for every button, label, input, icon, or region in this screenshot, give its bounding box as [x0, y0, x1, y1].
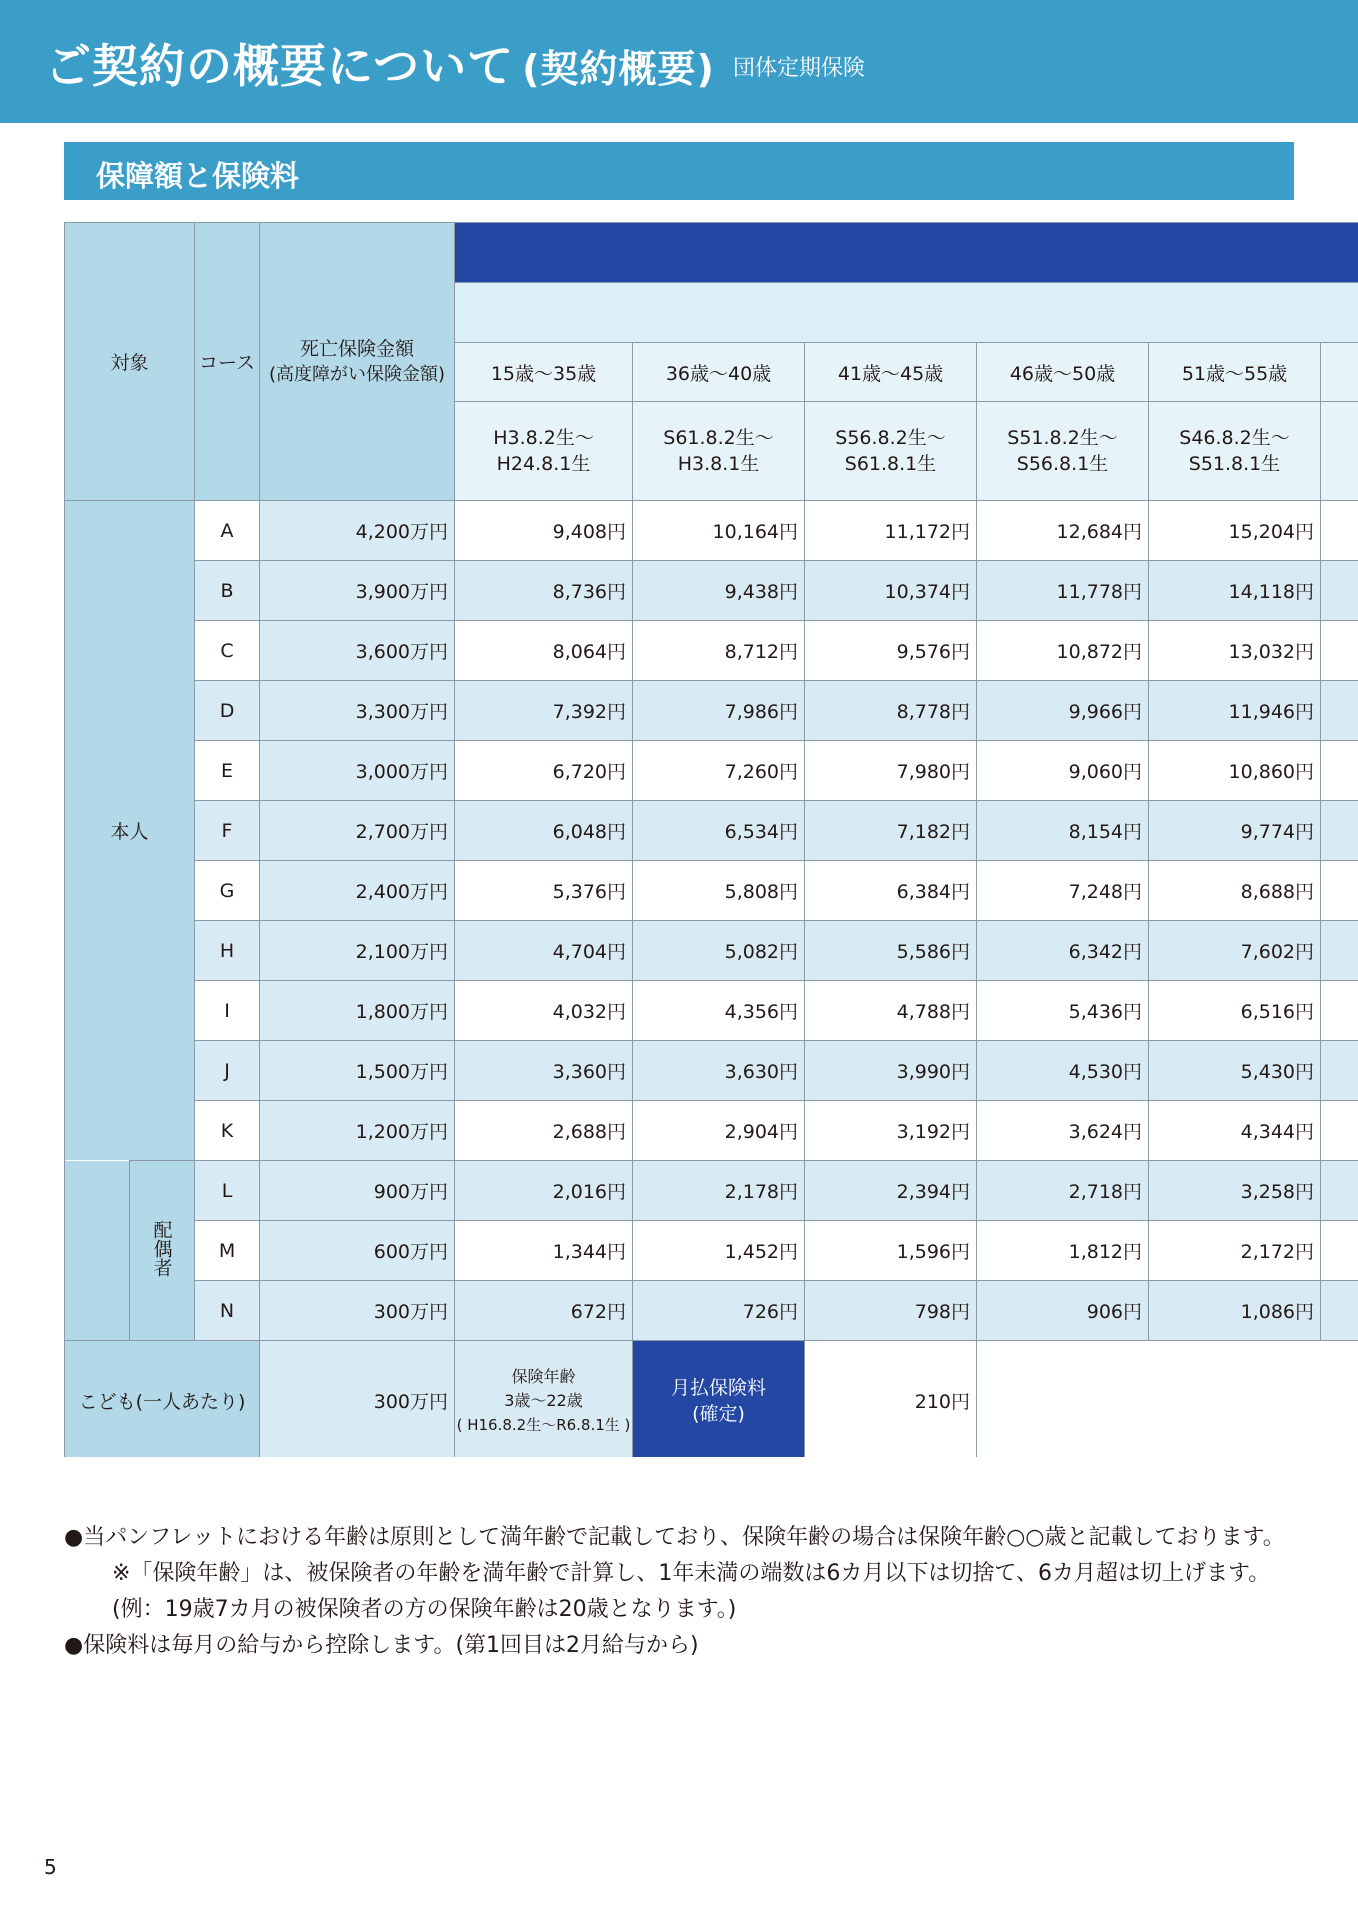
page-subtitle: 団体定期保険: [733, 56, 866, 81]
birth-range-start: S51.8.2生〜: [1007, 427, 1118, 449]
premium-cell: 9,774円: [1149, 801, 1321, 861]
premium-cell: 8,712円: [633, 621, 805, 681]
premium-cell: 906円: [977, 1281, 1149, 1341]
premium-cell: 1,452円: [633, 1221, 805, 1281]
course-cell: F: [195, 801, 260, 861]
premium-cell: 5,376円: [455, 861, 633, 921]
course-cell: A: [195, 501, 260, 561]
premium-cell: 2,718円: [977, 1161, 1149, 1221]
amount-cell: 3,600万円: [260, 621, 455, 681]
premium-cell: 8,154円: [977, 801, 1149, 861]
amount-cell: 3,900万円: [260, 561, 455, 621]
premium-cell: 4,704円: [455, 921, 633, 981]
premium-cell: 5,586円: [805, 921, 977, 981]
section-title: 保障額と保険料: [96, 159, 300, 193]
table-row: [65, 1221, 1358, 1281]
age-band-header-cut: [1321, 343, 1358, 402]
table-row: [65, 801, 1358, 861]
premium-cell: 2,904円: [633, 1101, 805, 1161]
premium-cell: 10,872円: [977, 621, 1149, 681]
header-navy-band: [455, 223, 1358, 283]
premium-cell: 6,516円: [1149, 981, 1321, 1041]
premium-cell: 2,688円: [455, 1101, 633, 1161]
table-row: [65, 561, 1358, 621]
premium-cell: 8,688円: [1149, 861, 1321, 921]
premium-cell: 6,720円: [455, 741, 633, 801]
child-monthly-label: [633, 1341, 805, 1458]
course-cell: J: [195, 1041, 260, 1101]
table-row: [65, 501, 1358, 561]
page-title-paren: (契約概要): [522, 47, 715, 91]
premium-cell: 1,344円: [455, 1221, 633, 1281]
table-row: [65, 1281, 1358, 1341]
premium-cell: 7,260円: [633, 741, 805, 801]
premium-cell: 2,178円: [633, 1161, 805, 1221]
premium-cell: 3,192円: [805, 1101, 977, 1161]
child-label: こども(一人あたり): [65, 1341, 260, 1458]
header-course: コース: [195, 223, 260, 501]
premium-cell: 12,684円: [977, 501, 1149, 561]
premium-cell-cut: [1321, 1281, 1358, 1341]
premium-cell: 798円: [805, 1281, 977, 1341]
header-amount: [260, 223, 455, 501]
premium-cell: 8,064円: [455, 621, 633, 681]
child-age-birth: ( H16.8.2生〜R6.8.1生 ): [456, 1415, 631, 1434]
section-header: [64, 142, 1294, 200]
birth-range-end: S51.8.1生: [1188, 453, 1281, 475]
age-band-header: 15歳〜35歳: [455, 343, 633, 402]
birth-range-end: S61.8.1生: [844, 453, 937, 475]
birth-range-header: [1149, 402, 1321, 501]
amount-cell: 2,100万円: [260, 921, 455, 981]
premium-cell: 7,392円: [455, 681, 633, 741]
table-row: [65, 1161, 1358, 1221]
age-band-header: 36歳〜40歳: [633, 343, 805, 402]
child-row: [65, 1341, 1358, 1458]
child-age-title: 保険年齢: [511, 1366, 576, 1386]
table-row: [65, 681, 1358, 741]
premium-cell: 3,630円: [633, 1041, 805, 1101]
premium-cell: 11,172円: [805, 501, 977, 561]
premium-cell-cut: [1321, 1101, 1358, 1161]
course-cell: D: [195, 681, 260, 741]
spouse-label: 配偶者: [150, 1219, 173, 1277]
header-row-band: [65, 223, 1358, 283]
table-row: [65, 1041, 1358, 1101]
age-band-header: 51歳〜55歳: [1149, 343, 1321, 402]
premium-cell: 1,596円: [805, 1221, 977, 1281]
birth-range-header: [977, 402, 1149, 501]
premium-cell: 8,778円: [805, 681, 977, 741]
table-row: [65, 981, 1358, 1041]
header-light-band: [455, 283, 1358, 343]
birth-range-start: S46.8.2生〜: [1179, 427, 1290, 449]
premium-cell-cut: [1321, 681, 1358, 741]
birth-range-end: H3.8.1生: [677, 453, 760, 475]
premium-cell: 3,990円: [805, 1041, 977, 1101]
course-cell: K: [195, 1101, 260, 1161]
note-insurance-age: ※「保険年齢」は、被保険者の年齢を満年齢で計算し、1年未満の端数は6カ月以下は切捨て、6カ月超は切上げます。: [112, 1561, 1271, 1586]
amount-cell: 2,700万円: [260, 801, 455, 861]
course-cell: G: [195, 861, 260, 921]
premium-cell: 11,946円: [1149, 681, 1321, 741]
premium-cell: 4,356円: [633, 981, 805, 1041]
amount-cell: 600万円: [260, 1221, 455, 1281]
premium-cell: 10,374円: [805, 561, 977, 621]
header-amount-line2: (高度障がい保険金額): [268, 363, 446, 385]
premium-cell: 10,860円: [1149, 741, 1321, 801]
course-cell: C: [195, 621, 260, 681]
birth-range-start: H3.8.2生〜: [493, 427, 594, 449]
premium-cell: 5,808円: [633, 861, 805, 921]
premium-cell: 9,438円: [633, 561, 805, 621]
premium-cell: 6,342円: [977, 921, 1149, 981]
premium-cell: 5,082円: [633, 921, 805, 981]
premium-cell: 726円: [633, 1281, 805, 1341]
table-row: [65, 741, 1358, 801]
premium-cell: 2,172円: [1149, 1221, 1321, 1281]
premium-cell: 4,788円: [805, 981, 977, 1041]
premium-cell-cut: [1321, 561, 1358, 621]
table-row: [65, 921, 1358, 981]
birth-range-start: S61.8.2生〜: [663, 427, 774, 449]
amount-cell: 300万円: [260, 1281, 455, 1341]
premium-cell: 1,812円: [977, 1221, 1149, 1281]
premium-cell-cut: [1321, 741, 1358, 801]
premium-cell-cut: [1321, 1041, 1358, 1101]
course-cell: N: [195, 1281, 260, 1341]
premium-cell-cut: [1321, 921, 1358, 981]
notes: [64, 1520, 1285, 1664]
premium-cell-cut: [1321, 501, 1358, 561]
table-row: [65, 861, 1358, 921]
child-age-range: [455, 1341, 633, 1458]
header-target: 対象: [65, 223, 195, 501]
birth-range-header: [805, 402, 977, 501]
premium-cell-cut: [1321, 801, 1358, 861]
premium-cell-cut: [1321, 861, 1358, 921]
birth-range-header: [455, 402, 633, 501]
premium-cell: 1,086円: [1149, 1281, 1321, 1341]
premium-cell: 15,204円: [1149, 501, 1321, 561]
premium-cell: 2,016円: [455, 1161, 633, 1221]
premium-cell: 6,384円: [805, 861, 977, 921]
premium-cell: 3,360円: [455, 1041, 633, 1101]
premium-cell: 10,164円: [633, 501, 805, 561]
birth-range-header: [633, 402, 805, 501]
premium-cell: 4,032円: [455, 981, 633, 1041]
course-cell: L: [195, 1161, 260, 1221]
table-row: [65, 621, 1358, 681]
premium-cell: 2,394円: [805, 1161, 977, 1221]
header-bar: [0, 0, 1358, 123]
amount-cell: 1,800万円: [260, 981, 455, 1041]
premium-cell: 6,048円: [455, 801, 633, 861]
birth-range-end: S56.8.1生: [1016, 453, 1109, 475]
premium-cell: 14,118円: [1149, 561, 1321, 621]
page-title: [45, 30, 715, 96]
premium-table-container: [64, 222, 1358, 1457]
target-spouse: [130, 1161, 195, 1341]
premium-cell: 7,602円: [1149, 921, 1321, 981]
monthly-label-main: 月払保険料: [671, 1376, 767, 1399]
premium-cell: 5,430円: [1149, 1041, 1321, 1101]
amount-cell: 2,400万円: [260, 861, 455, 921]
age-band-header: 46歳〜50歳: [977, 343, 1149, 402]
premium-cell: 4,530円: [977, 1041, 1149, 1101]
note-age-basis: ●当パンフレットにおける年齢は原則として満年齢で記載しており、保険年齢の場合は保険年齢○○歳と記載しております。: [64, 1525, 1285, 1550]
note-example: (例：19歳7カ月の被保険者の方の保険年齢は20歳となります。): [112, 1597, 737, 1622]
premium-cell: 11,778円: [977, 561, 1149, 621]
page-number: 5: [44, 1855, 57, 1879]
premium-cell: 6,534円: [633, 801, 805, 861]
monthly-label-fixed: (確定): [692, 1402, 745, 1425]
premium-cell: 4,344円: [1149, 1101, 1321, 1161]
course-cell: M: [195, 1221, 260, 1281]
age-band-header: 41歳〜45歳: [805, 343, 977, 402]
child-row-blank: [977, 1341, 1358, 1458]
premium-cell: 672円: [455, 1281, 633, 1341]
premium-cell: 9,576円: [805, 621, 977, 681]
course-cell: I: [195, 981, 260, 1041]
course-cell: B: [195, 561, 260, 621]
premium-cell: 7,980円: [805, 741, 977, 801]
premium-cell-cut: [1321, 621, 1358, 681]
age-band-header-cut: [1321, 402, 1358, 501]
premium-cell: 3,624円: [977, 1101, 1149, 1161]
amount-cell: 900万円: [260, 1161, 455, 1221]
child-age-years: 3歳〜22歳: [504, 1390, 583, 1410]
birth-range-start: S56.8.2生〜: [835, 427, 946, 449]
premium-cell: 8,736円: [455, 561, 633, 621]
child-premium: 210円: [805, 1341, 977, 1458]
header-amount-line1: 死亡保険金額: [300, 337, 415, 360]
premium-cell: 5,436円: [977, 981, 1149, 1041]
premium-cell: 3,258円: [1149, 1161, 1321, 1221]
note-payroll: ●保険料は毎月の給与から控除します。(第1回目は2月給与から): [64, 1633, 699, 1658]
course-cell: H: [195, 921, 260, 981]
premium-cell-cut: [1321, 981, 1358, 1041]
premium-cell-cut: [1321, 1221, 1358, 1281]
amount-cell: 4,200万円: [260, 501, 455, 561]
premium-cell: 7,182円: [805, 801, 977, 861]
amount-cell: 1,500万円: [260, 1041, 455, 1101]
amount-cell: 3,000万円: [260, 741, 455, 801]
page-title-main: ご契約の概要について: [45, 39, 515, 93]
birth-range-end: H24.8.1生: [496, 453, 591, 475]
premium-cell: 7,248円: [977, 861, 1149, 921]
premium-table: [64, 222, 1358, 1457]
child-amount: 300万円: [260, 1341, 455, 1458]
amount-cell: 3,300万円: [260, 681, 455, 741]
premium-cell: 7,986円: [633, 681, 805, 741]
premium-cell: 13,032円: [1149, 621, 1321, 681]
course-cell: E: [195, 741, 260, 801]
target-self-continued: [65, 1161, 130, 1341]
premium-cell: 9,060円: [977, 741, 1149, 801]
premium-cell: 9,408円: [455, 501, 633, 561]
target-self: 本人: [65, 501, 195, 1161]
premium-cell: 9,966円: [977, 681, 1149, 741]
table-row: [65, 1101, 1358, 1161]
premium-cell-cut: [1321, 1161, 1358, 1221]
amount-cell: 1,200万円: [260, 1101, 455, 1161]
